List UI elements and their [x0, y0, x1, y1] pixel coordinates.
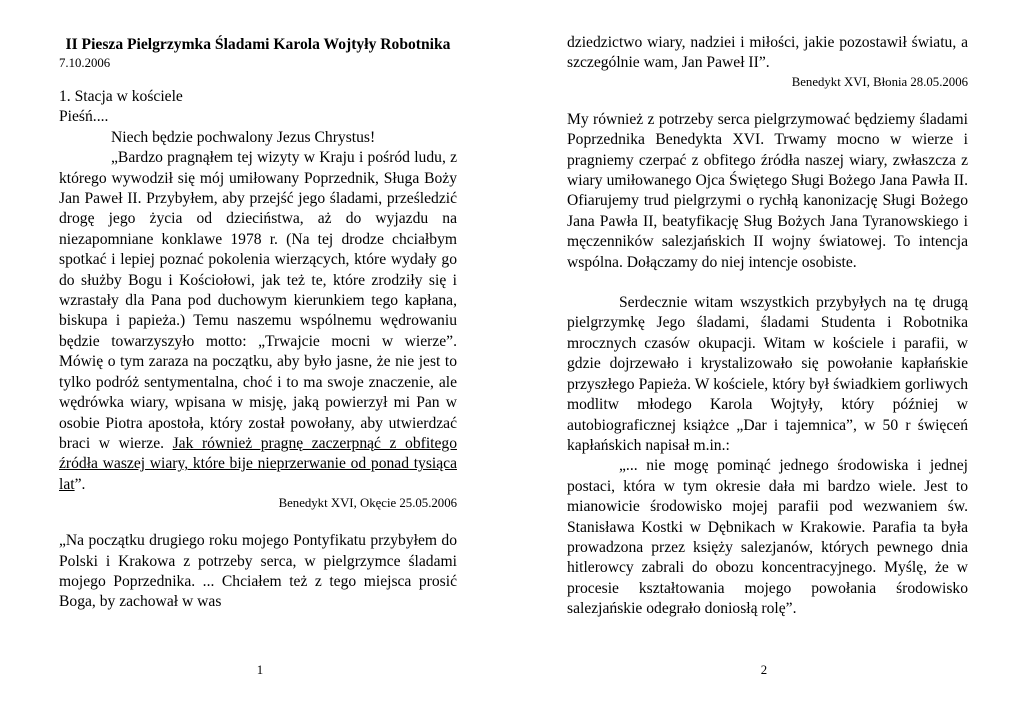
quote-blonia-start: „Na początku drugiego roku mojego Pontyfikatu przybyłem do Polski i Krakowa z potrzeby serca, w pielgrzymce śladami mojego Poprzednika. ... Chciałem też z tego miejsca prosić Boga, by zachował w was: [59, 532, 457, 611]
welcome-paragraph: Serdecznie witam wszystkich przybyłych na tę drugą pielgrzymkę Jego śladami, śladami Studenta i Robotnika mrocznych czasów okupacji. Witam w kościele i parafii, w gdzie dojrzewało i krystalizowało się powołanie kapłańskie przyszłego Papieża. W kościele, który był świadkiem gorliwych modlitw młodego Karola Wojtyły, który później w autobiograficznej książce „Dar i tajemnica”, w 50 r święceń kapłańskich napisał m.in.:: [567, 294, 968, 454]
document-title: II Piesza Pielgrzymka Śladami Karola Wojtyły Robotnika: [65, 36, 451, 53]
quote-okecie: [59, 148, 457, 495]
song-label: Pieśń....: [59, 108, 109, 126]
greeting-line: Niech będzie pochwalony Jezus Chrystus!: [111, 128, 376, 146]
station-heading: 1. Stacja w kościele: [59, 88, 183, 105]
left-column: [59, 35, 457, 613]
quote-okecie-underlined: Jak również pragnę zaczerpnąć z obfitego źródła waszej wiary, które bije nieprzerwanie od ponad tysiąca lat: [59, 434, 457, 493]
right-page: [512, 0, 1024, 724]
quote-okecie-source: Benedykt XVI, Okęcie 25.05.2006: [278, 496, 457, 511]
intention-paragraph: My również z potrzeby serca pielgrzymować będziemy śladami Poprzednika Benedykta XVI. Trwamy mocno w wierze i pragniemy czerpać z obfitego źródła naszej wiary, zwłaszcza z wiary umiłowanego Ojca Świętego Sługi Bożego Jana Pawła II. Ofiarujemy trud pielgrzymi o rychłą kanonizację Sługi Bożego Jana Pawła II, beatyfikację Sług Bożych Jana Tyranowskiego i męczenników salezjańskich II wojny światowej. To intencja wspólna. Dołączamy do niej intencje osobiste.: [567, 110, 968, 271]
quote-okecie-end: ”.: [74, 475, 86, 493]
quote-blonia-source: Benedykt XVI, Błonia 28.05.2006: [791, 74, 968, 89]
quote-blonia-continuation: dziedzictwo wiary, nadziei i miłości, jakie pozostawił światu, a szczególnie wam, Jan Paweł II”.: [567, 34, 968, 72]
right-column: [567, 33, 968, 620]
document-date: 7.10.2006: [59, 56, 111, 70]
quote-dar-i-tajemnica: „... nie mogę pominąć jednego środowiska i jednej postaci, która w tym okresie dała mi bardzo wiele. Jest to mianowicie środowisko mojej parafii pod wezwaniem św. Stanisława Kostki w Dębnikach w Krakowie. Parafia ta była prowadzona przez księży salezjanów, których pewnego dnia hitlerowcy zabrali do obozu koncentracyjnego. Myślę, że w procesie kształtowania mojego powołania środowisko salezjańskie odegrało doniosłą rolę”.: [567, 457, 968, 618]
page-number-right: 2: [760, 663, 768, 677]
quote-okecie-text: „Bardzo pragnąłem tej wizyty w Kraju i pośród ludu, z którego wywodził się mój umiłowany Poprzednik, Sługa Boży Jan Paweł II. Przybyłem, aby przejść jego śladami, prześledzić drogę jego życia od dzieciństwa, aż do wyjazdu na niezapomniane konklawe 1978 r. (Na tej drodze chciałbym spotkać i lepiej poznać pokolenia wierzących, które wydały go do służby Bogu i Kościołowi, jak też te, które zrodziły się i wzrastały dla Pana pod duchowym kierunkiem tego kapłana, biskupa i papieża.) Temu naszemu wspólnemu wędrowaniu będzie towarzyszyło motto: „Trwajcie mocni w wierze”. Mówię o tym zaraza na początku, aby było jasne, że nie jest to tylko podróż sentymentalna, choć i to ma swoje znaczenie, ale wędrówka wiary, wpisana w misję, jaką powierzył mi Pan w osobie Piotra apostoła, który został powołany, aby utwierdzać braci w wierze.: [59, 149, 457, 452]
page-number-left: 1: [256, 663, 264, 677]
